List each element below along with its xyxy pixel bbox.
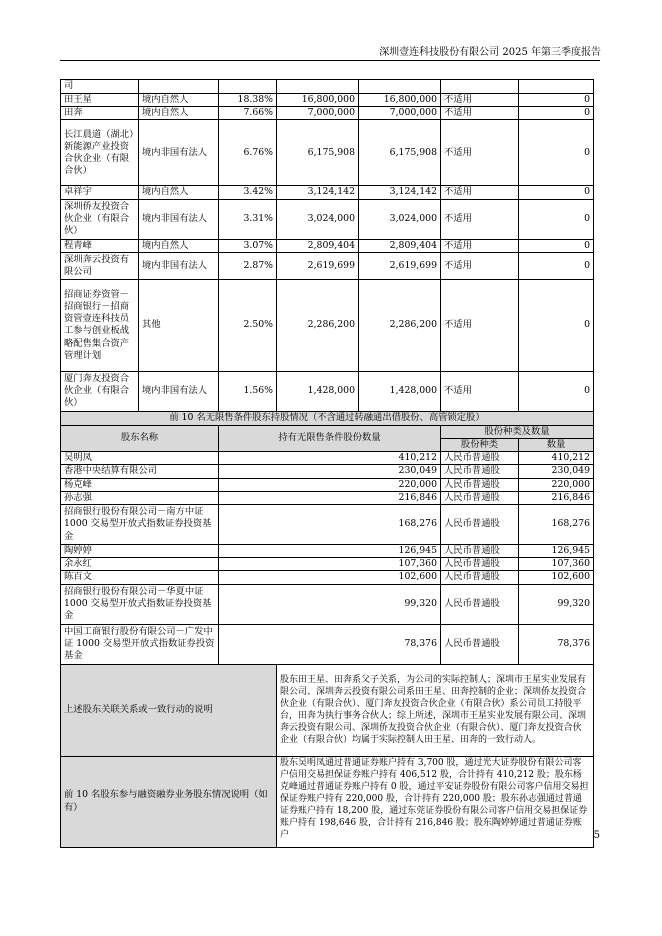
holder-ratio: 3.07% bbox=[219, 239, 277, 252]
holder-name: 司 bbox=[61, 80, 139, 94]
pledge-status: 不适用 bbox=[441, 279, 519, 371]
share-type: 人民币普通股 bbox=[441, 491, 519, 504]
holder-name: 陈百文 bbox=[61, 571, 219, 584]
pledge-status: 不适用 bbox=[441, 94, 519, 107]
pledge-qty: 0 bbox=[519, 371, 594, 411]
holder-nature: 境内非国有法人 bbox=[139, 371, 219, 411]
holder-ratio: 6.76% bbox=[219, 120, 277, 186]
col-header-type-group: 股份种类及数量 bbox=[441, 425, 594, 438]
share-type: 人民币普通股 bbox=[441, 624, 519, 664]
holder-restricted: 2,619,699 bbox=[359, 252, 441, 279]
table-row bbox=[61, 465, 594, 478]
note-text: 股东吴明凤通过普通证券账户持有 3,700 股，通过光大证券股份有限公司客户信用交易担保证券账户持有 406,512 股，合计持有 410,212 股；股东杨克峰通过普通证券账户持有 0 股，通过平安证券股份有限公司客户信用交易担保证券账户持有 220,000 股，合计持有 220,000 股；股东孙志强通过普通证券账户持有 18,200 股，通过东莞证券股份有限公司客户信用交易担保证券账户持有 198,646 股，合计持有 216,846 股；股东陶婷婷通过普通证券账户 bbox=[277, 756, 594, 847]
holder-restricted: 3,124,142 bbox=[359, 186, 441, 199]
share-type: 人民币普通股 bbox=[441, 584, 519, 624]
holder-nature: 境内非国有法人 bbox=[139, 120, 219, 186]
header-row bbox=[61, 425, 594, 438]
table-row bbox=[61, 371, 594, 411]
pledge-status: 不适用 bbox=[441, 186, 519, 199]
pledge-qty: 0 bbox=[519, 279, 594, 371]
share-count: 107,360 bbox=[519, 558, 594, 571]
pledge-qty: 0 bbox=[519, 199, 594, 239]
share-type: 人民币普通股 bbox=[441, 558, 519, 571]
holder-ratio: 3.31% bbox=[219, 199, 277, 239]
table-row bbox=[61, 80, 594, 94]
holder-nature: 境内自然人 bbox=[139, 239, 219, 252]
holder-qty: 102,600 bbox=[219, 571, 441, 584]
holder-qty: 410,212 bbox=[219, 452, 441, 465]
holder-shares: 7,000,000 bbox=[277, 107, 359, 120]
holder-nature: 境内自然人 bbox=[139, 94, 219, 107]
holder-nature: 境内自然人 bbox=[139, 107, 219, 120]
table-row bbox=[61, 107, 594, 120]
holder-nature: 境内非国有法人 bbox=[139, 199, 219, 239]
note-row bbox=[61, 756, 594, 847]
pledge-qty: 0 bbox=[519, 94, 594, 107]
holder-qty: 216,846 bbox=[219, 491, 441, 504]
holder-shares: 6,175,908 bbox=[277, 120, 359, 186]
share-count: 220,000 bbox=[519, 478, 594, 491]
holder-name: 余永红 bbox=[61, 558, 219, 571]
holder-shares: 3,124,142 bbox=[277, 186, 359, 199]
holder-name: 杨克峰 bbox=[61, 478, 219, 491]
holder-name: 田奔 bbox=[61, 107, 139, 120]
holder-ratio: 18.38% bbox=[219, 94, 277, 107]
share-count: 410,212 bbox=[519, 452, 594, 465]
table-row bbox=[61, 279, 594, 371]
pledge-status: 不适用 bbox=[441, 371, 519, 411]
pledge-status: 不适用 bbox=[441, 239, 519, 252]
share-count: 102,600 bbox=[519, 571, 594, 584]
shareholder-table bbox=[60, 79, 594, 848]
table-row bbox=[61, 491, 594, 504]
holder-restricted: 1,428,000 bbox=[359, 371, 441, 411]
holder-nature: 境内自然人 bbox=[139, 186, 219, 199]
section-title-row bbox=[61, 411, 594, 425]
table-row bbox=[61, 94, 594, 107]
holder-shares: 3,024,000 bbox=[277, 199, 359, 239]
holder-restricted: 3,024,000 bbox=[359, 199, 441, 239]
holder-nature: 境内非国有法人 bbox=[139, 252, 219, 279]
report-header: 深圳壹连科技股份有限公司 2025 年第三季度报告 bbox=[379, 47, 601, 58]
share-count: 216,846 bbox=[519, 491, 594, 504]
holder-name: 吴明凤 bbox=[61, 452, 219, 465]
holder-name: 招商银行股份有限公司－华夏中证 1000 交易型开放式指数证券投资基金 bbox=[61, 584, 219, 624]
holder-shares: 2,809,404 bbox=[277, 239, 359, 252]
table-row bbox=[61, 252, 594, 279]
pledge-qty: 0 bbox=[519, 120, 594, 186]
pledge-qty: 0 bbox=[519, 252, 594, 279]
col-header-qty: 持有无限售条件股份数量 bbox=[219, 425, 441, 451]
pledge-status: 不适用 bbox=[441, 199, 519, 239]
holder-name: 陶婷婷 bbox=[61, 545, 219, 558]
col-header-name: 股东名称 bbox=[61, 425, 219, 451]
share-type: 人民币普通股 bbox=[441, 478, 519, 491]
holder-ratio: 7.66% bbox=[219, 107, 277, 120]
table-row bbox=[61, 558, 594, 571]
holder-name: 招商证券资管－招商银行－招商资管壹连科技员工参与创业板战略配售集合资产管理计划 bbox=[61, 279, 139, 371]
holder-name: 厦门奔友投资合伙企业（有限合伙） bbox=[61, 371, 139, 411]
table-row bbox=[61, 545, 594, 558]
holder-name: 香港中央结算有限公司 bbox=[61, 465, 219, 478]
holder-name: 招商银行股份有限公司－南方中证 1000 交易型开放式指数证券投资基金 bbox=[61, 505, 219, 545]
holder-restricted: 7,000,000 bbox=[359, 107, 441, 120]
holder-name: 深圳侨友投资合伙企业（有限合伙） bbox=[61, 199, 139, 239]
note-row bbox=[61, 664, 594, 756]
holder-name: 田王星 bbox=[61, 94, 139, 107]
table-row bbox=[61, 186, 594, 199]
col-header-count: 数量 bbox=[519, 439, 594, 452]
holder-name: 孙志强 bbox=[61, 491, 219, 504]
table-row bbox=[61, 571, 594, 584]
pledge-qty: 0 bbox=[519, 107, 594, 120]
share-type: 人民币普通股 bbox=[441, 465, 519, 478]
pledge-status: 不适用 bbox=[441, 252, 519, 279]
holder-restricted: 2,286,200 bbox=[359, 279, 441, 371]
share-type: 人民币普通股 bbox=[441, 452, 519, 465]
holder-qty: 126,945 bbox=[219, 545, 441, 558]
note-label: 上述股东关联关系或一致行动的说明 bbox=[61, 664, 277, 756]
holder-nature: 其他 bbox=[139, 279, 219, 371]
share-count: 126,945 bbox=[519, 545, 594, 558]
share-type: 人民币普通股 bbox=[441, 505, 519, 545]
holder-restricted: 2,809,404 bbox=[359, 239, 441, 252]
table-row bbox=[61, 120, 594, 186]
note-label: 前 10 名股东参与融资融券业务股东情况说明（如有） bbox=[61, 756, 277, 847]
share-count: 168,276 bbox=[519, 505, 594, 545]
holder-shares: 2,286,200 bbox=[277, 279, 359, 371]
note-text: 股东田王星、田奔系父子关系，为公司的实际控制人；深圳市王星实业发展有限公司、深圳奔云投资有限公司系田王星、田奔控制的企业；深圳侨友投资合伙企业（有限合伙）、厦门奔友投资合伙企业（有限合伙）系公司员工持股平台，田奔为执行事务合伙人；综上所述，深圳市王星实业发展有限公司、深圳奔云投资有限公司、深圳侨友投资合伙企业（有限合伙）、厦门奔友投资合伙企业（有限合伙）均属于实际控制人田王星、田奔的一致行动人。 bbox=[277, 664, 594, 756]
table-row bbox=[61, 452, 594, 465]
table-row bbox=[61, 199, 594, 239]
table-row bbox=[61, 505, 594, 545]
holder-ratio: 2.87% bbox=[219, 252, 277, 279]
holder-shares: 2,619,699 bbox=[277, 252, 359, 279]
table-row bbox=[61, 584, 594, 624]
holder-ratio: 3.42% bbox=[219, 186, 277, 199]
holder-ratio: 1.56% bbox=[219, 371, 277, 411]
holder-name: 程青峰 bbox=[61, 239, 139, 252]
holder-qty: 99,320 bbox=[219, 584, 441, 624]
pledge-qty: 0 bbox=[519, 186, 594, 199]
share-count: 99,320 bbox=[519, 584, 594, 624]
holder-name: 中国工商银行股份有限公司－广发中证 1000 交易型开放式指数证券投资基金 bbox=[61, 624, 219, 664]
holder-qty: 107,360 bbox=[219, 558, 441, 571]
holder-name: 卓祥宇 bbox=[61, 186, 139, 199]
pledge-status: 不适用 bbox=[441, 107, 519, 120]
holder-qty: 230,049 bbox=[219, 465, 441, 478]
col-header-type: 股份种类 bbox=[441, 439, 519, 452]
table-row bbox=[61, 624, 594, 664]
holder-shares: 1,428,000 bbox=[277, 371, 359, 411]
pledge-status: 不适用 bbox=[441, 120, 519, 186]
holder-qty: 78,376 bbox=[219, 624, 441, 664]
pledge-qty: 0 bbox=[519, 239, 594, 252]
table-row bbox=[61, 478, 594, 491]
share-type: 人民币普通股 bbox=[441, 545, 519, 558]
share-count: 78,376 bbox=[519, 624, 594, 664]
holder-name: 长江晨道（湖北）新能源产业投资合伙企业（有限合伙） bbox=[61, 120, 139, 186]
holder-restricted: 6,175,908 bbox=[359, 120, 441, 186]
page-number: 5 bbox=[593, 830, 600, 841]
holder-qty: 220,000 bbox=[219, 478, 441, 491]
holder-restricted: 16,800,000 bbox=[359, 94, 441, 107]
holder-qty: 168,276 bbox=[219, 505, 441, 545]
holder-name: 深圳奔云投资有限公司 bbox=[61, 252, 139, 279]
holder-ratio: 2.50% bbox=[219, 279, 277, 371]
share-type: 人民币普通股 bbox=[441, 571, 519, 584]
header-divider bbox=[60, 60, 600, 61]
section-title: 前 10 名无限售条件股东持股情况（不含通过转融通出借股份、高管锁定股） bbox=[61, 411, 594, 425]
share-count: 230,049 bbox=[519, 465, 594, 478]
table-row bbox=[61, 239, 594, 252]
holder-shares: 16,800,000 bbox=[277, 94, 359, 107]
